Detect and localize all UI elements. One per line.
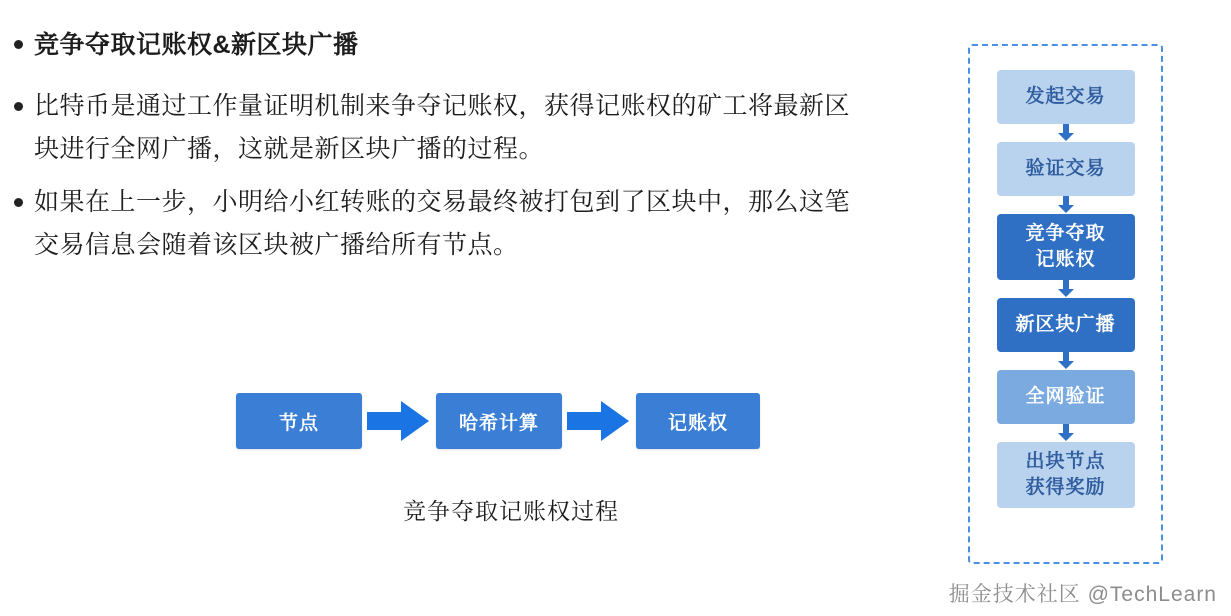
bullet-text-1: 比特币是通过工作量证明机制来争夺记账权，获得记账权的矿工将最新区块进行全网广播，这就是新区块广播的过程。 xyxy=(34,92,851,163)
step-line-2: 获得奖励 xyxy=(1025,477,1106,498)
step-line-2: 记账权 xyxy=(1035,249,1096,270)
bullet-list xyxy=(0,24,900,277)
step-line-1: 出块节点 xyxy=(1025,451,1106,472)
right-arrow-icon xyxy=(562,393,636,449)
horizontal-flow-diagram xyxy=(236,393,760,449)
step-block-producer-reward xyxy=(997,442,1135,508)
vertical-flow-panel xyxy=(968,44,1163,564)
flow-node-hash-calculation: 哈希计算 xyxy=(436,393,562,449)
step-line-1: 竞争夺取 xyxy=(1025,223,1106,244)
step-compete-for-bookkeeping-right xyxy=(997,214,1135,280)
bullet-item-heading xyxy=(0,24,900,67)
watermark-text: 掘金技术社区 @TechLearn xyxy=(948,583,1217,606)
down-arrow-icon xyxy=(1056,352,1076,370)
bullet-item-2 xyxy=(0,181,900,267)
step-verify-transaction: 验证交易 xyxy=(997,142,1135,196)
bullet-text-2: 如果在上一步，小明给小红转账的交易最终被打包到了区块中，那么这笔交易信息会随着该区块被广播给所有节点。 xyxy=(34,188,851,259)
step-network-wide-verification: 全网验证 xyxy=(997,370,1135,424)
right-arrow-icon xyxy=(362,393,436,449)
down-arrow-icon xyxy=(1056,196,1076,214)
bullet-heading-text: 竞争夺取记账权&新区块广播 xyxy=(34,31,359,59)
flow-node-bookkeeping-right: 记账权 xyxy=(636,393,760,449)
down-arrow-icon xyxy=(1056,124,1076,142)
flow-caption: 竞争夺取记账权过程 xyxy=(403,498,619,524)
bullet-dot-icon xyxy=(14,102,23,111)
down-arrow-icon xyxy=(1056,424,1076,442)
flow-node-node: 节点 xyxy=(236,393,362,449)
step-new-block-broadcast: 新区块广播 xyxy=(997,298,1135,352)
down-arrow-icon xyxy=(1056,280,1076,298)
step-initiate-transaction: 发起交易 xyxy=(997,70,1135,124)
bullet-dot-icon xyxy=(14,198,23,207)
bullet-dot-icon xyxy=(14,40,23,49)
bullet-item-1 xyxy=(0,85,900,171)
